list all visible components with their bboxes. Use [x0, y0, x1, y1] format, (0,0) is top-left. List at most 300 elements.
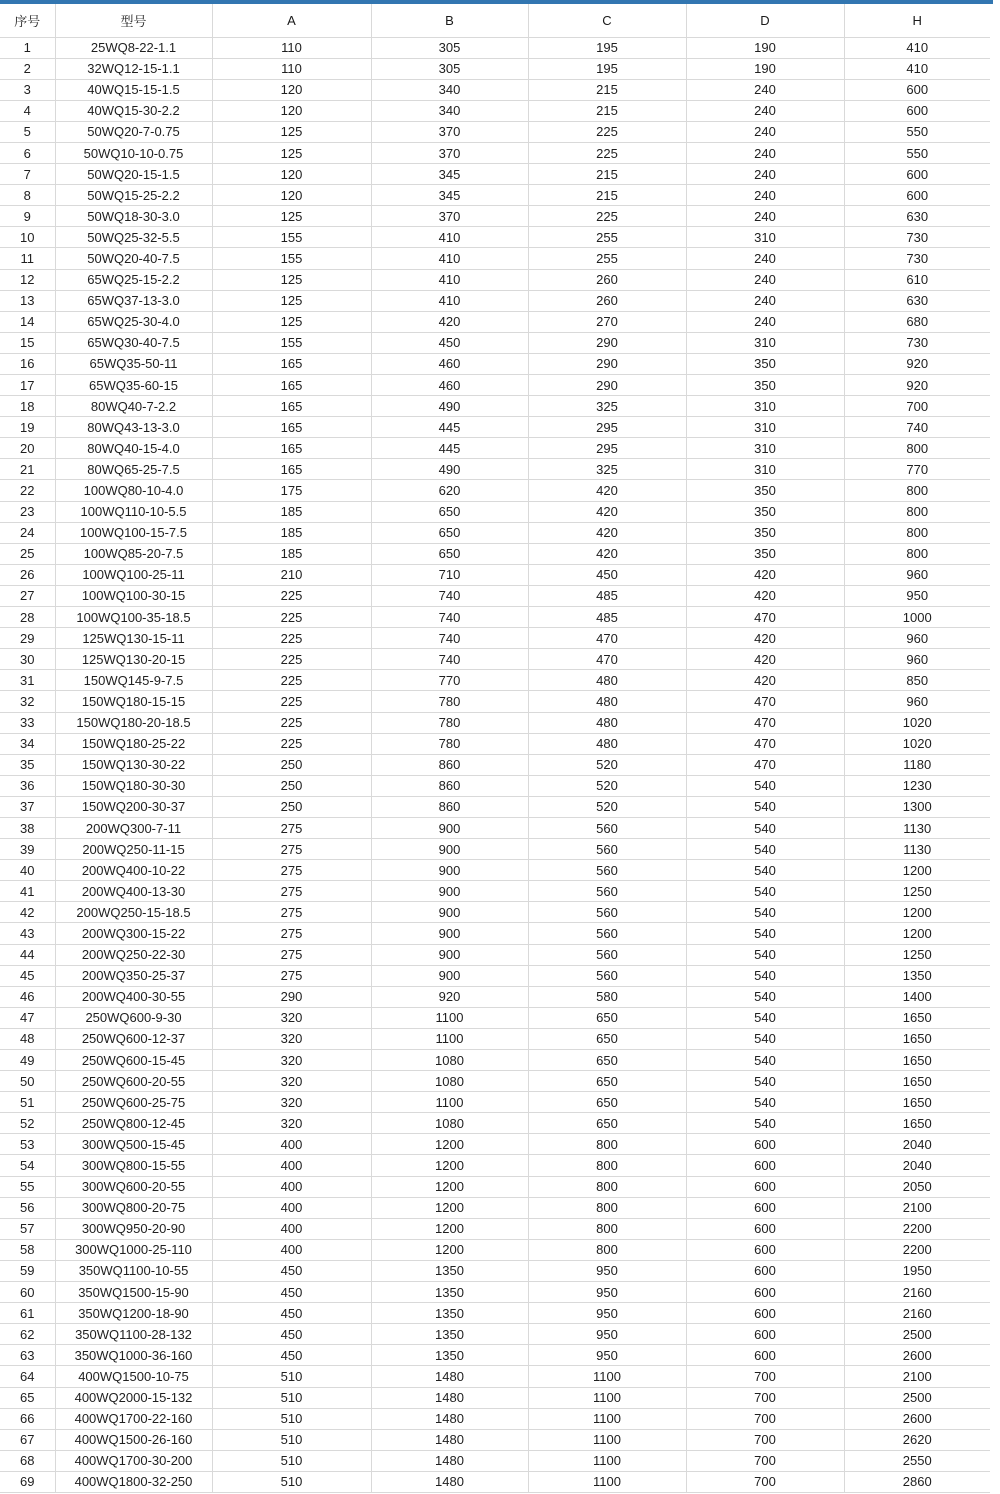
cell-a: 510: [212, 1366, 371, 1387]
cell-index: 66: [0, 1408, 55, 1429]
table-row: [0, 1429, 990, 1450]
cell-b: 1200: [371, 1197, 528, 1218]
cell-d: 240: [686, 164, 844, 185]
cell-model: 150WQ200-30-37: [55, 796, 212, 817]
cell-a: 510: [212, 1471, 371, 1492]
cell-model: 250WQ600-9-30: [55, 1007, 212, 1028]
cell-a: 125: [212, 269, 371, 290]
cell-h: 730: [844, 248, 990, 269]
cell-index: 19: [0, 417, 55, 438]
cell-b: 1480: [371, 1471, 528, 1492]
cell-model: 350WQ1100-10-55: [55, 1260, 212, 1281]
cell-a: 510: [212, 1408, 371, 1429]
cell-a: 120: [212, 164, 371, 185]
cell-d: 470: [686, 607, 844, 628]
cell-c: 650: [528, 1028, 686, 1049]
cell-c: 325: [528, 459, 686, 480]
cell-c: 520: [528, 754, 686, 775]
cell-c: 1100: [528, 1450, 686, 1471]
table-row: [0, 1092, 990, 1113]
column-header-a: A: [212, 4, 371, 37]
cell-c: 470: [528, 649, 686, 670]
cell-model: 65WQ25-30-4.0: [55, 311, 212, 332]
cell-c: 215: [528, 79, 686, 100]
cell-c: 950: [528, 1282, 686, 1303]
cell-index: 44: [0, 944, 55, 965]
cell-index: 28: [0, 607, 55, 628]
cell-b: 740: [371, 649, 528, 670]
cell-d: 190: [686, 37, 844, 58]
cell-index: 3: [0, 79, 55, 100]
cell-d: 420: [686, 649, 844, 670]
cell-c: 195: [528, 37, 686, 58]
cell-c: 480: [528, 691, 686, 712]
cell-index: 55: [0, 1176, 55, 1197]
table-row: [0, 1071, 990, 1092]
cell-h: 630: [844, 206, 990, 227]
cell-a: 400: [212, 1197, 371, 1218]
cell-c: 420: [528, 543, 686, 564]
cell-d: 540: [686, 986, 844, 1007]
cell-h: 2040: [844, 1155, 990, 1176]
cell-c: 1100: [528, 1366, 686, 1387]
cell-index: 68: [0, 1450, 55, 1471]
cell-index: 20: [0, 438, 55, 459]
cell-c: 950: [528, 1345, 686, 1366]
cell-a: 165: [212, 396, 371, 417]
cell-c: 650: [528, 1113, 686, 1134]
column-header-h: H: [844, 4, 990, 37]
cell-h: 2550: [844, 1450, 990, 1471]
table-row: [0, 269, 990, 290]
cell-model: 80WQ40-7-2.2: [55, 396, 212, 417]
cell-model: 200WQ250-11-15: [55, 839, 212, 860]
cell-a: 125: [212, 206, 371, 227]
table-row: [0, 375, 990, 396]
cell-b: 740: [371, 607, 528, 628]
cell-model: 200WQ300-7-11: [55, 817, 212, 838]
cell-a: 400: [212, 1176, 371, 1197]
cell-c: 260: [528, 290, 686, 311]
cell-model: 400WQ1700-22-160: [55, 1408, 212, 1429]
cell-b: 780: [371, 733, 528, 754]
cell-model: 100WQ100-30-15: [55, 585, 212, 606]
table-row: [0, 1282, 990, 1303]
cell-b: 1080: [371, 1071, 528, 1092]
cell-b: 410: [371, 269, 528, 290]
cell-d: 470: [686, 754, 844, 775]
cell-a: 510: [212, 1450, 371, 1471]
cell-model: 350WQ1500-15-90: [55, 1282, 212, 1303]
cell-d: 310: [686, 459, 844, 480]
cell-model: 100WQ100-25-11: [55, 564, 212, 585]
cell-a: 320: [212, 1007, 371, 1028]
cell-h: 960: [844, 564, 990, 585]
table-row: [0, 522, 990, 543]
cell-a: 250: [212, 775, 371, 796]
cell-c: 800: [528, 1155, 686, 1176]
table-row: [0, 881, 990, 902]
cell-h: 1650: [844, 1007, 990, 1028]
cell-a: 175: [212, 480, 371, 501]
cell-c: 420: [528, 501, 686, 522]
table-row: [0, 1345, 990, 1366]
cell-h: 1950: [844, 1260, 990, 1281]
cell-model: 65WQ35-60-15: [55, 375, 212, 396]
cell-a: 225: [212, 733, 371, 754]
cell-c: 225: [528, 206, 686, 227]
cell-index: 35: [0, 754, 55, 775]
cell-b: 370: [371, 142, 528, 163]
cell-index: 53: [0, 1134, 55, 1155]
cell-a: 510: [212, 1387, 371, 1408]
cell-b: 1350: [371, 1260, 528, 1281]
cell-h: 960: [844, 628, 990, 649]
table-row: [0, 417, 990, 438]
cell-model: 40WQ15-30-2.2: [55, 100, 212, 121]
cell-b: 1100: [371, 1007, 528, 1028]
cell-model: 50WQ20-40-7.5: [55, 248, 212, 269]
cell-index: 9: [0, 206, 55, 227]
table-row: [0, 459, 990, 480]
cell-c: 195: [528, 58, 686, 79]
cell-b: 370: [371, 206, 528, 227]
cell-a: 400: [212, 1155, 371, 1176]
cell-model: 50WQ25-32-5.5: [55, 227, 212, 248]
cell-d: 240: [686, 121, 844, 142]
cell-a: 225: [212, 607, 371, 628]
cell-index: 42: [0, 902, 55, 923]
table-row: [0, 585, 990, 606]
cell-a: 450: [212, 1324, 371, 1345]
cell-a: 275: [212, 965, 371, 986]
cell-b: 445: [371, 417, 528, 438]
cell-index: 46: [0, 986, 55, 1007]
cell-b: 410: [371, 227, 528, 248]
table-row: [0, 902, 990, 923]
cell-model: 65WQ37-13-3.0: [55, 290, 212, 311]
cell-h: 1230: [844, 775, 990, 796]
table-row: [0, 501, 990, 522]
cell-index: 43: [0, 923, 55, 944]
cell-a: 165: [212, 438, 371, 459]
cell-model: 100WQ80-10-4.0: [55, 480, 212, 501]
cell-b: 490: [371, 396, 528, 417]
cell-b: 1350: [371, 1324, 528, 1345]
cell-c: 520: [528, 775, 686, 796]
cell-c: 295: [528, 417, 686, 438]
cell-a: 120: [212, 185, 371, 206]
cell-model: 250WQ600-15-45: [55, 1050, 212, 1071]
table-row: [0, 839, 990, 860]
cell-d: 540: [686, 1092, 844, 1113]
table-row: [0, 164, 990, 185]
cell-index: 17: [0, 375, 55, 396]
cell-c: 800: [528, 1197, 686, 1218]
cell-index: 24: [0, 522, 55, 543]
table-row: [0, 1007, 990, 1028]
cell-c: 800: [528, 1218, 686, 1239]
cell-c: 950: [528, 1260, 686, 1281]
table-row: [0, 754, 990, 775]
table-header-row: [0, 4, 990, 37]
table-row: [0, 332, 990, 353]
cell-model: 65WQ25-15-2.2: [55, 269, 212, 290]
cell-a: 120: [212, 79, 371, 100]
cell-a: 275: [212, 839, 371, 860]
cell-b: 370: [371, 121, 528, 142]
cell-b: 900: [371, 965, 528, 986]
cell-a: 125: [212, 311, 371, 332]
cell-h: 2100: [844, 1366, 990, 1387]
cell-d: 420: [686, 628, 844, 649]
table-row: [0, 100, 990, 121]
table-row: [0, 1134, 990, 1155]
cell-b: 1100: [371, 1028, 528, 1049]
cell-index: 30: [0, 649, 55, 670]
cell-model: 300WQ600-20-55: [55, 1176, 212, 1197]
cell-index: 33: [0, 712, 55, 733]
cell-h: 1130: [844, 817, 990, 838]
cell-model: 65WQ35-50-11: [55, 353, 212, 374]
cell-h: 2050: [844, 1176, 990, 1197]
cell-d: 600: [686, 1282, 844, 1303]
cell-c: 650: [528, 1092, 686, 1113]
cell-c: 1100: [528, 1471, 686, 1492]
cell-h: 2620: [844, 1429, 990, 1450]
cell-h: 960: [844, 649, 990, 670]
cell-model: 200WQ250-15-18.5: [55, 902, 212, 923]
cell-model: 400WQ2000-15-132: [55, 1387, 212, 1408]
cell-model: 250WQ600-25-75: [55, 1092, 212, 1113]
cell-h: 950: [844, 585, 990, 606]
cell-a: 125: [212, 142, 371, 163]
cell-a: 450: [212, 1345, 371, 1366]
cell-a: 320: [212, 1071, 371, 1092]
table-row: [0, 480, 990, 501]
cell-d: 600: [686, 1239, 844, 1260]
cell-c: 485: [528, 585, 686, 606]
cell-b: 860: [371, 775, 528, 796]
cell-d: 600: [686, 1134, 844, 1155]
cell-h: 770: [844, 459, 990, 480]
cell-index: 6: [0, 142, 55, 163]
cell-h: 1180: [844, 754, 990, 775]
cell-model: 40WQ15-15-1.5: [55, 79, 212, 100]
cell-b: 740: [371, 628, 528, 649]
cell-h: 2600: [844, 1408, 990, 1429]
cell-b: 1480: [371, 1387, 528, 1408]
cell-index: 29: [0, 628, 55, 649]
cell-c: 270: [528, 311, 686, 332]
cell-d: 600: [686, 1155, 844, 1176]
cell-d: 540: [686, 923, 844, 944]
cell-h: 550: [844, 142, 990, 163]
cell-index: 60: [0, 1282, 55, 1303]
cell-h: 1650: [844, 1071, 990, 1092]
table-row: [0, 944, 990, 965]
table-row: [0, 860, 990, 881]
cell-h: 2200: [844, 1239, 990, 1260]
cell-c: 215: [528, 185, 686, 206]
cell-c: 950: [528, 1324, 686, 1345]
cell-index: 1: [0, 37, 55, 58]
cell-index: 54: [0, 1155, 55, 1176]
cell-d: 350: [686, 353, 844, 374]
cell-d: 310: [686, 396, 844, 417]
column-header-index: 序号: [0, 4, 55, 37]
cell-index: 52: [0, 1113, 55, 1134]
cell-a: 225: [212, 585, 371, 606]
cell-index: 64: [0, 1366, 55, 1387]
cell-a: 510: [212, 1429, 371, 1450]
cell-model: 400WQ1700-30-200: [55, 1450, 212, 1471]
cell-model: 200WQ350-25-37: [55, 965, 212, 986]
cell-index: 38: [0, 817, 55, 838]
cell-b: 650: [371, 501, 528, 522]
cell-index: 16: [0, 353, 55, 374]
cell-index: 62: [0, 1324, 55, 1345]
cell-h: 700: [844, 396, 990, 417]
cell-a: 155: [212, 248, 371, 269]
table-row: [0, 1408, 990, 1429]
cell-c: 560: [528, 817, 686, 838]
cell-model: 400WQ1500-10-75: [55, 1366, 212, 1387]
cell-d: 470: [686, 712, 844, 733]
cell-b: 410: [371, 290, 528, 311]
cell-d: 240: [686, 100, 844, 121]
cell-h: 960: [844, 691, 990, 712]
table-row: [0, 733, 990, 754]
cell-h: 2040: [844, 1134, 990, 1155]
cell-a: 185: [212, 522, 371, 543]
cell-model: 50WQ15-25-2.2: [55, 185, 212, 206]
cell-a: 210: [212, 564, 371, 585]
table-row: [0, 564, 990, 585]
cell-a: 450: [212, 1282, 371, 1303]
table-row: [0, 121, 990, 142]
cell-d: 310: [686, 417, 844, 438]
cell-index: 11: [0, 248, 55, 269]
cell-index: 5: [0, 121, 55, 142]
cell-d: 350: [686, 375, 844, 396]
table-row: [0, 311, 990, 332]
cell-a: 225: [212, 628, 371, 649]
cell-h: 600: [844, 100, 990, 121]
cell-index: 7: [0, 164, 55, 185]
cell-b: 1200: [371, 1155, 528, 1176]
table-body: [0, 37, 990, 1492]
cell-a: 110: [212, 58, 371, 79]
cell-b: 900: [371, 923, 528, 944]
cell-index: 21: [0, 459, 55, 480]
cell-d: 240: [686, 206, 844, 227]
cell-b: 445: [371, 438, 528, 459]
cell-a: 165: [212, 417, 371, 438]
cell-d: 540: [686, 902, 844, 923]
cell-model: 200WQ400-10-22: [55, 860, 212, 881]
cell-a: 225: [212, 712, 371, 733]
cell-index: 32: [0, 691, 55, 712]
cell-h: 920: [844, 375, 990, 396]
cell-c: 800: [528, 1134, 686, 1155]
table-row: [0, 670, 990, 691]
cell-d: 540: [686, 817, 844, 838]
cell-d: 540: [686, 965, 844, 986]
cell-a: 320: [212, 1113, 371, 1134]
cell-h: 600: [844, 185, 990, 206]
cell-model: 32WQ12-15-1.1: [55, 58, 212, 79]
cell-a: 155: [212, 332, 371, 353]
cell-h: 800: [844, 522, 990, 543]
cell-b: 1480: [371, 1450, 528, 1471]
cell-model: 300WQ500-15-45: [55, 1134, 212, 1155]
cell-d: 240: [686, 290, 844, 311]
cell-h: 600: [844, 79, 990, 100]
cell-b: 900: [371, 944, 528, 965]
cell-d: 310: [686, 332, 844, 353]
cell-d: 540: [686, 1050, 844, 1071]
cell-model: 100WQ110-10-5.5: [55, 501, 212, 522]
cell-b: 900: [371, 817, 528, 838]
cell-h: 1650: [844, 1113, 990, 1134]
cell-b: 1200: [371, 1134, 528, 1155]
cell-b: 345: [371, 164, 528, 185]
cell-model: 25WQ8-22-1.1: [55, 37, 212, 58]
cell-a: 275: [212, 923, 371, 944]
cell-c: 650: [528, 1050, 686, 1071]
cell-a: 275: [212, 881, 371, 902]
cell-model: 150WQ180-20-18.5: [55, 712, 212, 733]
cell-a: 250: [212, 796, 371, 817]
cell-b: 1480: [371, 1429, 528, 1450]
cell-d: 240: [686, 79, 844, 100]
cell-model: 350WQ1200-18-90: [55, 1303, 212, 1324]
cell-h: 680: [844, 311, 990, 332]
cell-index: 25: [0, 543, 55, 564]
cell-c: 560: [528, 881, 686, 902]
cell-h: 850: [844, 670, 990, 691]
cell-h: 2160: [844, 1303, 990, 1324]
cell-b: 1080: [371, 1113, 528, 1134]
cell-h: 730: [844, 332, 990, 353]
cell-b: 1200: [371, 1218, 528, 1239]
table-row: [0, 1260, 990, 1281]
table-row: [0, 248, 990, 269]
cell-index: 34: [0, 733, 55, 754]
cell-d: 310: [686, 227, 844, 248]
cell-model: 50WQ18-30-3.0: [55, 206, 212, 227]
pump-spec-table: [0, 4, 990, 1493]
cell-a: 165: [212, 375, 371, 396]
cell-b: 920: [371, 986, 528, 1007]
table-row: [0, 691, 990, 712]
cell-d: 700: [686, 1471, 844, 1492]
cell-a: 275: [212, 902, 371, 923]
cell-h: 800: [844, 501, 990, 522]
cell-a: 250: [212, 754, 371, 775]
cell-model: 400WQ1500-26-160: [55, 1429, 212, 1450]
table-row: [0, 438, 990, 459]
cell-c: 560: [528, 902, 686, 923]
cell-b: 1480: [371, 1408, 528, 1429]
cell-model: 150WQ180-25-22: [55, 733, 212, 754]
cell-h: 800: [844, 438, 990, 459]
cell-c: 215: [528, 100, 686, 121]
cell-a: 120: [212, 100, 371, 121]
cell-c: 420: [528, 522, 686, 543]
cell-d: 350: [686, 480, 844, 501]
